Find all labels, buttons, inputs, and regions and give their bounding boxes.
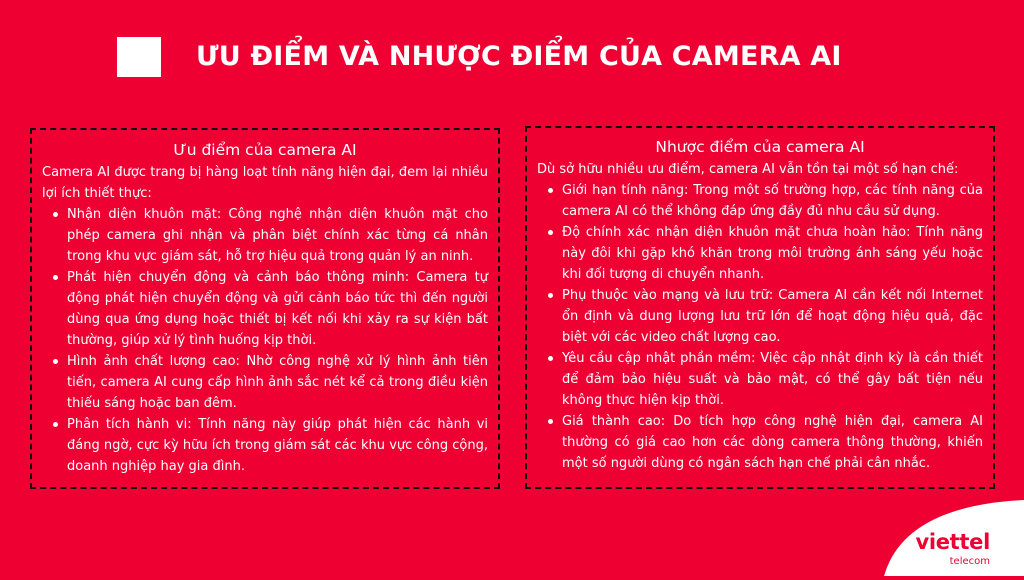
logo-subtitle: telecom bbox=[949, 556, 990, 567]
list-item: Phân tích hành vi: Tính năng này giúp phát hiện các hành vi đáng ngờ, cực kỳ hữu ích trong giám sát các khu vực công cộng, doanh nghiệp hay gia đình. bbox=[67, 414, 488, 477]
pros-heading: Ưu điểm của camera AI bbox=[173, 141, 357, 159]
page-title: ƯU ĐIỂM VÀ NHƯỢC ĐIỂM CỦA CAMERA AI bbox=[196, 41, 842, 72]
cons-heading: Nhược điểm của camera AI bbox=[655, 138, 865, 156]
list-item: Yêu cầu cập nhật phần mềm: Việc cập nhật định kỳ là cần thiết để đảm bảo hiệu suất và bảo mật, có thể gây bất tiện nếu không thực hiện kịp thời. bbox=[562, 348, 983, 411]
cons-intro: Dù sở hữu nhiều ưu điểm, camera AI vẫn tồn tại một số hạn chế: bbox=[537, 162, 959, 177]
title-square-decoration bbox=[117, 37, 161, 77]
pros-panel bbox=[30, 128, 500, 489]
pros-intro: Camera AI được trang bị hàng loạt tính năng hiện đại, đem lại nhiều lợi ích thiết thực: bbox=[42, 165, 488, 201]
list-item: Hình ảnh chất lượng cao: Nhờ công nghệ xử lý hình ảnh tiên tiến, camera AI cung cấp hình ảnh sắc nét kể cả trong điều kiện thiếu sáng hoặc ban đêm. bbox=[67, 351, 488, 414]
pros-list bbox=[42, 204, 488, 477]
list-item: Độ chính xác nhận diện khuôn mặt chưa hoàn hảo: Tính năng này đôi khi gặp khó khăn trong môi trường ánh sáng yếu hoặc khi đối tượng di chuyển nhanh. bbox=[562, 222, 983, 285]
list-item: Giới hạn tính năng: Trong một số trường hợp, các tính năng của camera AI có thể không đáp ứng đầy đủ nhu cầu sử dụng. bbox=[562, 180, 983, 222]
cons-list bbox=[537, 180, 983, 474]
list-item: Phát hiện chuyển động và cảnh báo thông minh: Camera tự động phát hiện chuyển động và gửi cảnh báo tức thì đến người dùng qua ứng dụng hoặc thiết bị kết nối khi xảy ra sự kiện bất thường, giúp xử lý tình huống kịp thời. bbox=[67, 267, 488, 351]
list-item: Nhận diện khuôn mặt: Công nghệ nhận diện khuôn mặt cho phép camera ghi nhận và phân biệt chính xác từng cá nhân trong khu vực giám sát, hỗ trợ hiệu quả trong quản lý an ninh. bbox=[67, 204, 488, 267]
list-item: Giá thành cao: Do tích hợp công nghệ hiện đại, camera AI thường có giá cao hơn các dòng camera thông thường, khiến một số người dùng có ngân sách hạn chế phải cân nhắc. bbox=[562, 411, 983, 474]
viettel-logo bbox=[864, 496, 1024, 576]
logo-wordmark: viettel bbox=[915, 530, 990, 554]
cons-panel bbox=[525, 126, 995, 489]
list-item: Phụ thuộc vào mạng và lưu trữ: Camera AI cần kết nối Internet ổn định và dung lượng lưu trữ lớn để hoạt động hiệu quả, đặc biệt với các video chất lượng cao. bbox=[562, 285, 983, 348]
